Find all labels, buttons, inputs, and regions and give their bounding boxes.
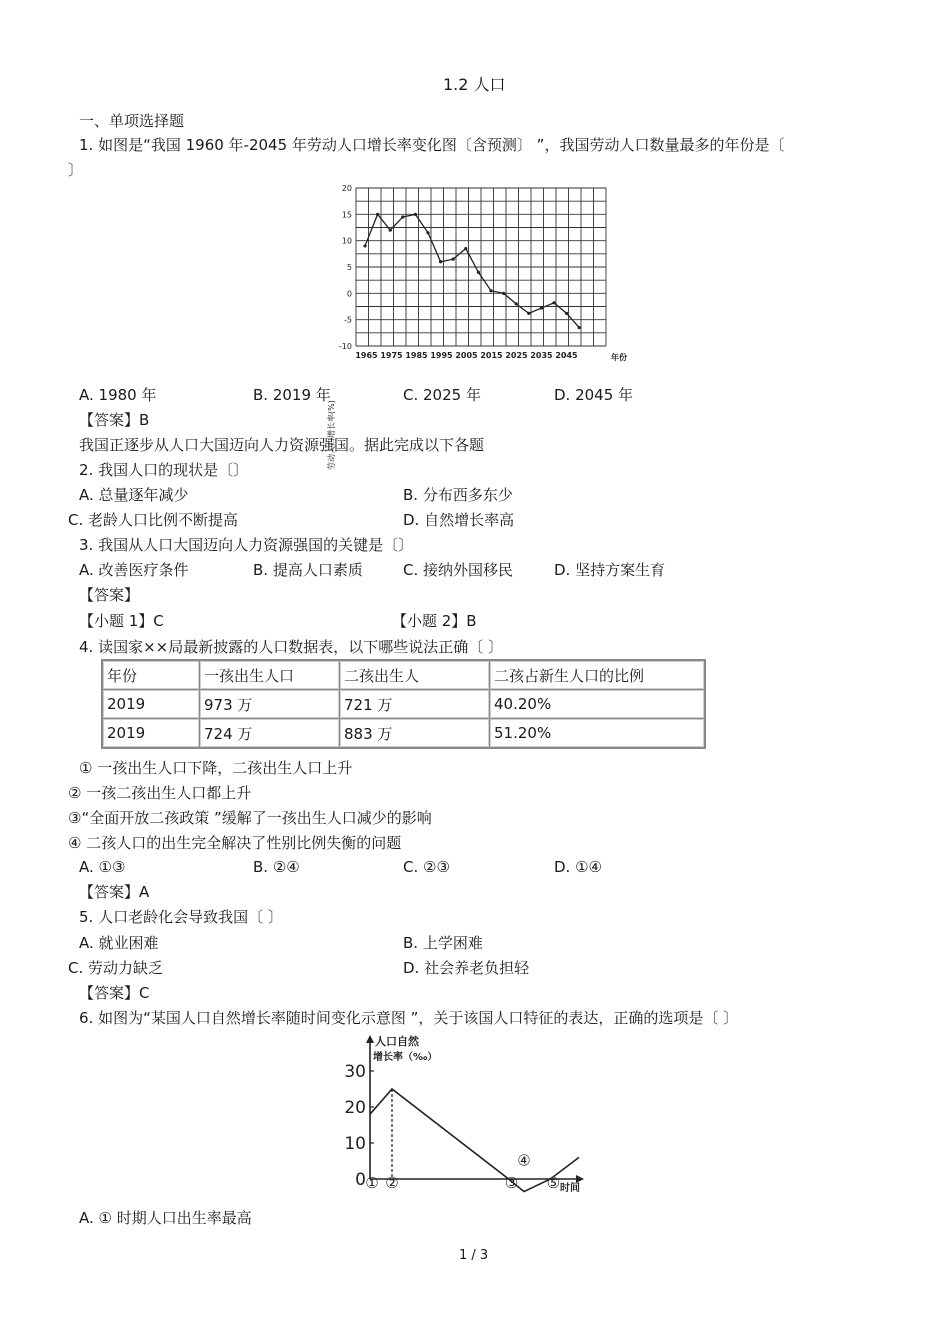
q2-option-b[interactable]: B. 分布西多东少 <box>403 486 513 504</box>
data-point <box>527 312 530 315</box>
series-points <box>363 213 580 329</box>
q4-option-b[interactable]: B. ②④ <box>253 858 300 876</box>
answer-label: 【答案】 <box>79 586 140 604</box>
page-number: 1 / 3 <box>459 1248 489 1263</box>
q2-stem: 2. 我国人口的现状是〔〕 <box>79 461 249 479</box>
q3-option-d[interactable]: D. 坚持方案生育 <box>554 561 666 579</box>
y-tick-label: 20 <box>341 184 352 193</box>
data-point <box>489 289 492 292</box>
data-point <box>565 312 568 315</box>
table-cell: 2019 <box>102 690 200 719</box>
answer-sub1: 【小题 1】C <box>79 612 164 630</box>
q1-stem-cont: 〕 <box>68 161 84 179</box>
natural-growth-chart <box>340 1033 600 1203</box>
data-point <box>426 231 429 234</box>
data-point <box>464 247 467 250</box>
y-axis-label: 劳动人口增长率(%) <box>327 400 336 470</box>
y-tick-label: -10 <box>338 342 352 351</box>
intro-text: 我国正逐步从人口大国迈向人力资源强国。据此完成以下各题 <box>79 436 485 454</box>
q3-option-c[interactable]: C. 接纳外国移民 <box>403 561 514 579</box>
data-point <box>414 213 417 216</box>
q5-option-a[interactable]: A. 就业困难 <box>79 934 159 952</box>
data-point <box>578 326 581 329</box>
q1-option-c[interactable]: C. 2025 年 <box>403 386 481 404</box>
table-header: 二孩出生人 <box>340 660 490 690</box>
q4-option-c[interactable]: C. ②③ <box>403 858 450 876</box>
q4-statement-1: ① 一孩出生人口下降，二孩出生人口上升 <box>79 759 353 777</box>
answer-sub2: 【小题 2】B <box>392 612 477 630</box>
period-marker: ① <box>365 1174 379 1192</box>
page-title: 1.2 人口 <box>443 75 506 94</box>
y-tick-label: 0 <box>355 1170 366 1190</box>
q4-statement-4: ④ 二孩人口的出生完全解决了性别比例失衡的问题 <box>68 834 402 852</box>
q2-option-c[interactable]: C. 老龄人口比例不断提高 <box>68 511 239 529</box>
x-axis-ticks <box>355 351 578 360</box>
y-axis-label-1: 人口自然 <box>375 1035 419 1048</box>
q4-option-d[interactable]: D. ①④ <box>554 858 602 876</box>
y-tick-label: 10 <box>341 236 352 246</box>
q2-option-a[interactable]: A. 总量逐年减少 <box>79 486 189 504</box>
table-cell: 883 万 <box>340 719 490 749</box>
y-tick-label: 0 <box>346 289 352 299</box>
table-row <box>102 719 705 749</box>
table-cell: 2019 <box>102 719 200 749</box>
q4-statement-3: ③“全面开放二孩政策 ”缓解了一孩出生人口减少的影响 <box>68 809 432 827</box>
y-tick-label: -5 <box>344 315 352 325</box>
period-marker: ② <box>385 1174 399 1192</box>
y-tick-label: 5 <box>346 263 352 272</box>
q1-option-a[interactable]: A. 1980 年 <box>79 386 157 404</box>
x-tick-label: 2045 <box>555 351 578 360</box>
x-tick-label: 2025 <box>505 351 528 360</box>
y-tick-label: 10 <box>344 1134 366 1154</box>
table-header: 二孩占新生人口的比例 <box>490 660 706 690</box>
data-point <box>376 213 379 216</box>
q4-answer: 【答案】A <box>79 883 150 901</box>
y-axis-arrow <box>366 1035 374 1043</box>
x-axis-label: 年份 <box>611 353 627 362</box>
data-point <box>552 301 555 304</box>
q1-stem: 1. 如图是“我国 1960 年-2045 年劳动人口增长率变化图〔含预测〕 ”，我国劳动人口数量最多的年份是〔 <box>79 136 785 154</box>
q2-option-d[interactable]: D. 自然增长率高 <box>403 511 515 529</box>
data-point <box>502 292 505 295</box>
q4-stem: 4. 读国家××局最新披露的人口数据表，以下哪些说法正确〔 〕 <box>79 638 503 656</box>
x-tick-label: 2015 <box>480 351 503 360</box>
table-cell: 973 万 <box>200 690 340 719</box>
x-tick-label: 2005 <box>455 351 478 360</box>
q1-option-b[interactable]: B. 2019 年 <box>253 386 331 404</box>
data-point <box>477 271 480 274</box>
y-axis-ticks <box>339 184 352 351</box>
series-line <box>365 214 579 327</box>
q5-answer: 【答案】C <box>79 984 150 1002</box>
table-cell: 51.20% <box>490 719 706 749</box>
x-tick-label: 1965 <box>355 351 378 360</box>
data-point <box>363 244 366 247</box>
table-row <box>102 690 705 719</box>
y-tick-label: 15 <box>341 210 352 220</box>
period-markers <box>365 1152 560 1192</box>
data-point <box>515 302 518 305</box>
x-tick-label: 1995 <box>430 351 453 360</box>
period-marker: ⑤ <box>546 1174 561 1192</box>
table-cell: 721 万 <box>340 690 490 719</box>
table-header-row <box>102 660 705 690</box>
q5-stem: 5. 人口老龄化会导致我国〔 〕 <box>79 908 283 926</box>
y-tick-label: 20 <box>344 1098 366 1118</box>
q4-statement-2: ② 一孩二孩出生人口都上升 <box>68 784 252 802</box>
x-tick-label: 2035 <box>530 351 553 360</box>
q5-option-c[interactable]: C. 劳动力缺乏 <box>68 959 164 977</box>
q3-option-a[interactable]: A. 改善医疗条件 <box>79 561 189 579</box>
q6-stem: 6. 如图为“某国人口自然增长率随时间变化示意图 ”，关于该国人口特征的表达，正确的选项是〔 〕 <box>79 1009 739 1027</box>
q3-stem: 3. 我国从人口大国迈向人力资源强国的关键是〔〕 <box>79 536 414 554</box>
table-cell: 724 万 <box>200 719 340 749</box>
period-marker: ③ <box>504 1174 519 1192</box>
x-axis-arrow <box>576 1175 584 1183</box>
q1-option-d[interactable]: D. 2045 年 <box>554 386 634 404</box>
data-point <box>401 215 404 218</box>
y-axis-label-2: 增长率（‰） <box>373 1052 438 1063</box>
data-point <box>439 260 442 263</box>
x-tick-label: 1985 <box>405 351 428 360</box>
q4-option-a[interactable]: A. ①③ <box>79 858 126 876</box>
q5-option-d[interactable]: D. 社会养老负担轻 <box>403 959 530 977</box>
q1-answer: 【答案】B <box>79 411 150 429</box>
section-heading: 一、单项选择题 <box>79 112 185 130</box>
chart-grid <box>356 188 606 346</box>
population-table <box>101 659 706 749</box>
q6-option-a[interactable]: A. ① 时期人口出生率最高 <box>79 1209 252 1227</box>
data-point <box>389 229 392 232</box>
table-header: 年份 <box>102 660 200 690</box>
data-point <box>452 258 455 261</box>
table-header: 一孩出生人口 <box>200 660 340 690</box>
x-axis-label: 时间 <box>560 1183 580 1194</box>
data-point <box>540 306 543 309</box>
y-tick-label: 30 <box>344 1062 366 1082</box>
table-cell: 40.20% <box>490 690 706 719</box>
q5-option-b[interactable]: B. 上学困难 <box>403 934 483 952</box>
q3-option-b[interactable]: B. 提高人口素质 <box>253 561 363 579</box>
x-tick-label: 1975 <box>380 351 403 360</box>
period-marker: ④ <box>517 1151 531 1170</box>
